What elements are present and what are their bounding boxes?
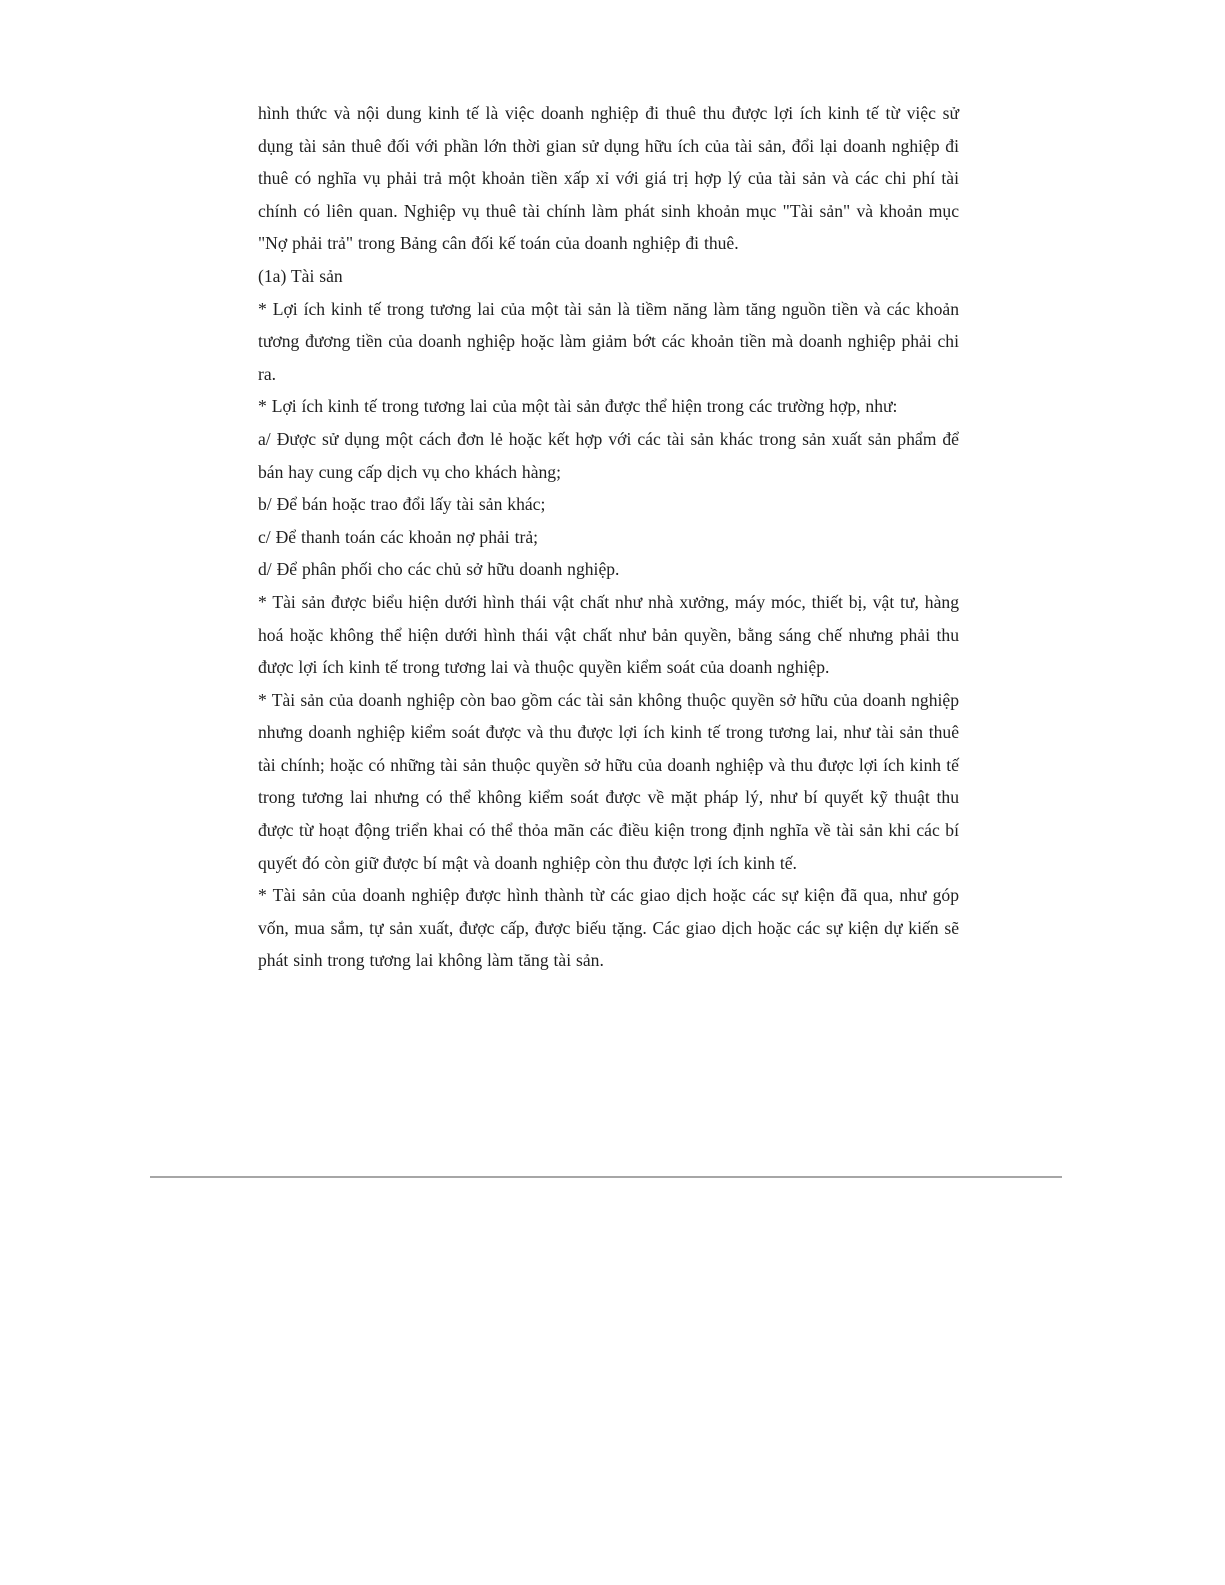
list-item-b: b/ Để bán hoặc trao đổi lấy tài sản khác; [258, 494, 546, 515]
paragraph-economic-benefit-cases: * Lợi ích kinh tế trong tương lai của một tài sản được thể hiện trong các trường hợp, như: [258, 396, 898, 417]
paragraph-asset-control: * Tài sản của doanh nghiệp còn bao gồm các tài sản không thuộc quyền sở hữu của doanh nghiệp nhưng doanh nghiệp kiểm soát được và thu được lợi ích kinh tế trong tương lai, như tài sản thuê tài chính; hoặc có những tài sản thuộc quyền sở hữu của doanh nghiệp và thu được lợi ích kinh tế trong tương lai nhưng có thể không kiểm soát được về mặt pháp lý, như bí quyết kỹ thuật thu được từ hoạt động triển khai có thể thỏa mãn các điều kiện trong định nghĩa về tài sản khi các bí quyết đó còn giữ được bí mật và doanh nghiệp còn thu được lợi ích kinh tế. [258, 689, 959, 873]
paragraph-economic-benefit-definition: * Lợi ích kinh tế trong tương lai của một tài sản là tiềm năng làm tăng nguồn tiền và các khoản tương đương tiền của doanh nghiệp hoặc làm giảm bớt các khoản tiền mà doanh nghiệp phải chi ra. [258, 298, 959, 384]
list-item-a: a/ Được sử dụng một cách đơn lẻ hoặc kết hợp với các tài sản khác trong sản xuất sản phẩm để bán hay cung cấp dịch vụ cho khách hàng; [258, 428, 959, 482]
horizontal-divider [150, 1176, 1062, 1178]
paragraph-asset-physical-form: * Tài sản được biểu hiện dưới hình thái vật chất như nhà xưởng, máy móc, thiết bị, vật tư, hàng hoá hoặc không thể hiện dưới hình thái vật chất như bản quyền, bằng sáng chế nhưng phải thu được lợi ích kinh tế trong tương lai và thuộc quyền kiểm soát của doanh nghiệp. [258, 591, 959, 678]
paragraph-asset-formation: * Tài sản của doanh nghiệp được hình thành từ các giao dịch hoặc các sự kiện đã qua, như góp vốn, mua sắm, tự sản xuất, được cấp, được biếu tặng. Các giao dịch hoặc các sự kiện dự kiến sẽ phát sinh trong tương lai không làm tăng tài sản. [258, 885, 959, 971]
list-item-c: c/ Để thanh toán các khoản nợ phải trả; [258, 526, 539, 547]
heading-1a-tai-san: (1a) Tài sản [258, 265, 343, 286]
paragraph-lease-intro: hình thức và nội dung kinh tế là việc doanh nghiệp đi thuê thu được lợi ích kinh tế từ việc sử dụng tài sản thuê đối với phần lớn thời gian sử dụng hữu ích của tài sản, đổi lại doanh nghiệp đi thuê có nghĩa vụ phải trả một khoản tiền xấp xỉ với giá trị hợp lý của tài sản và các chi phí tài chính có liên quan. Nghiệp vụ thuê tài chính làm phát sinh khoản mục "Tài sản" và khoản mục "Nợ phải trả" trong Bảng cân đối kế toán của doanh nghiệp đi thuê. [258, 103, 959, 254]
document-body [258, 97, 959, 977]
list-item-d: d/ Để phân phối cho các chủ sở hữu doanh nghiệp. [258, 559, 620, 580]
